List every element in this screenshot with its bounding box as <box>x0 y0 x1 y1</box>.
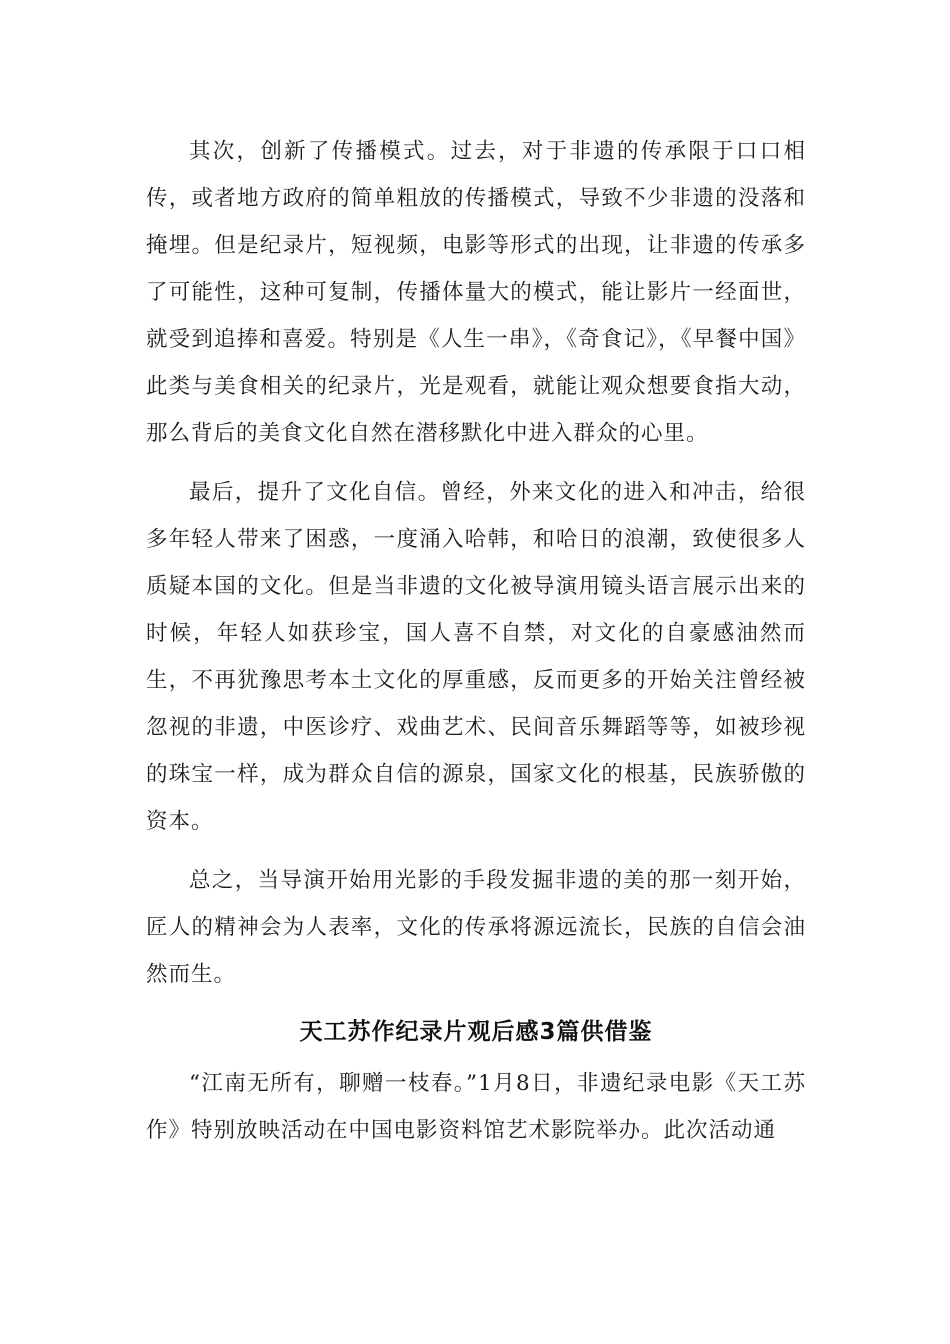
paragraph-conclusion: 总之，当导演开始用光影的手段发掘非遗的美的那一刻开始，匠人的精神会为人表率，文化的传承将源远流长，民族的自信会油然而生。 <box>146 868 806 987</box>
paragraph-innovation: 其次，创新了传播模式。过去，对于非遗的传承限于口口相传，或者地方政府的简单粗放的传播模式，导致不少非遗的没落和掩埋。但是纪录片，短视频，电影等形式的出现，让非遗的传承多了可能性，这种可复制，传播体量大的模式，能让影片一经面世，就受到追捧和喜爱。特别是《人生一串》，《奇食记》，《早餐中国》此类与美食相关的纪录片，光是观看，就能让观众想要食指大动，那么背后的美食文化自然在潜移默化中进入群众的心里。 <box>146 139 806 446</box>
section-heading: 天工苏作纪录片观后感3篇供借鉴 <box>299 1019 653 1045</box>
paragraph-cultural-confidence: 最后，提升了文化自信。曾经，外来文化的进入和冲击，给很多年轻人带来了困惑，一度涌入哈韩，和哈日的浪潮，致使很多人质疑本国的文化。但是当非遗的文化被导演用镜头语言展示出来的时候，年轻人如获珍宝，国人喜不自禁，对文化的自豪感油然而生，不再犹豫思考本土文化的厚重感，反而更多的开始关注曾经被忽视的非遗，中医诊疗、戏曲艺术、民间音乐舞蹈等等，如被珍视的珠宝一样，成为群众自信的源泉，国家文化的根基，民族骄傲的资本。 <box>146 480 806 834</box>
document-page <box>146 128 806 1154</box>
paragraph-intro: “江南无所有，聊赠一枝春。”1月8日，非遗纪录电影《天工苏作》特别放映活动在中国电影资料馆艺术影院举办。此次活动通 <box>146 1071 806 1143</box>
